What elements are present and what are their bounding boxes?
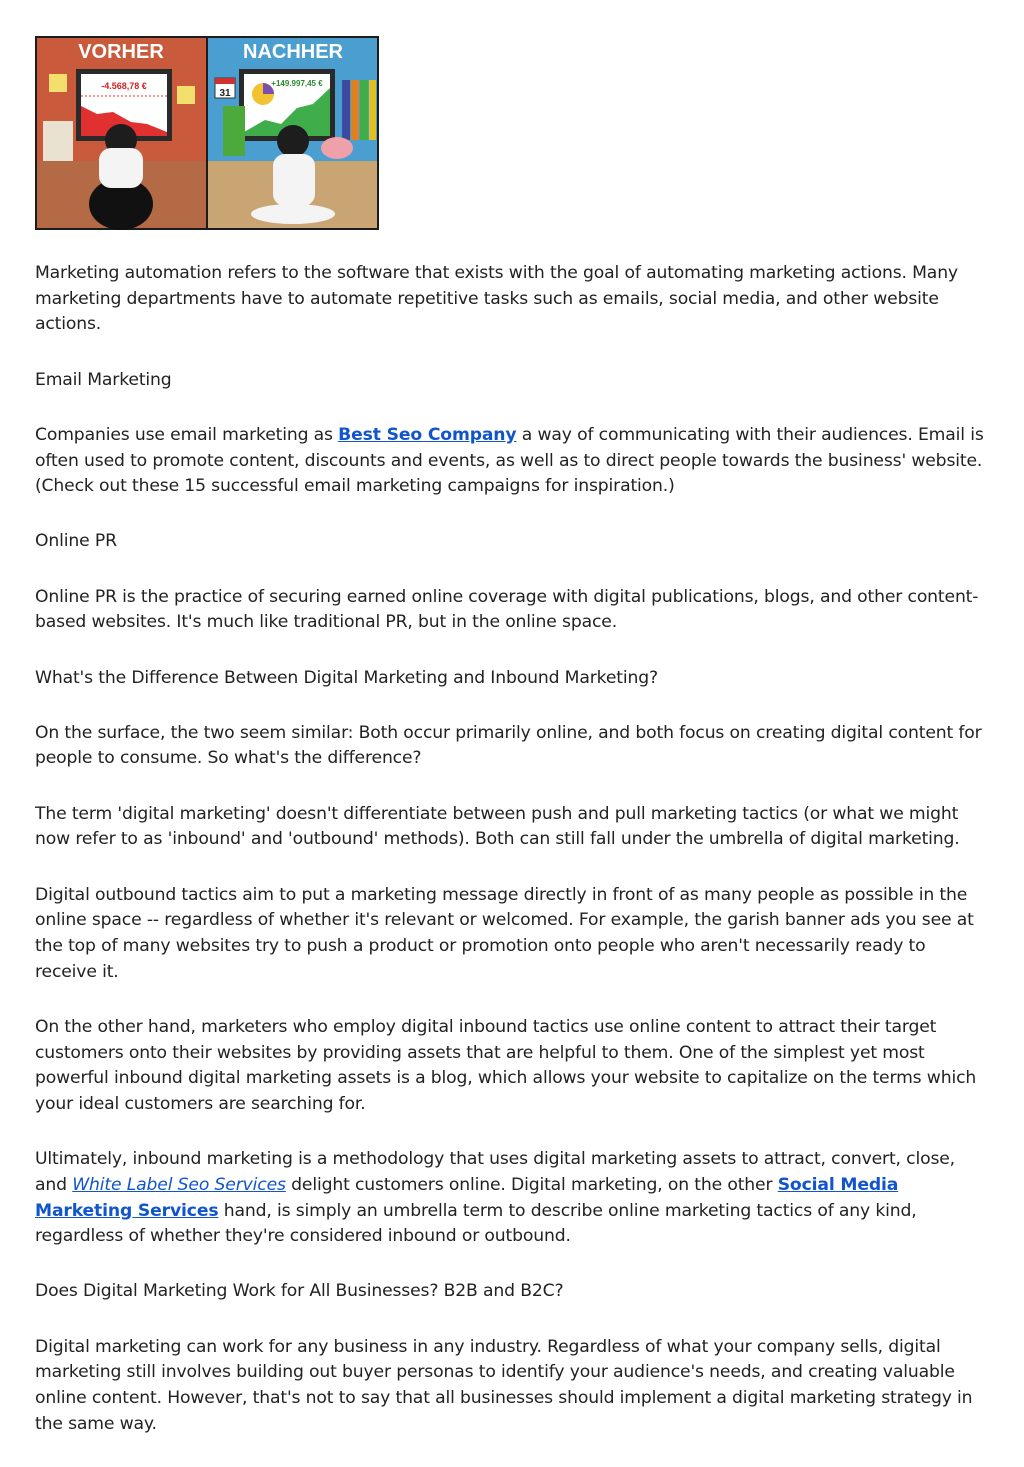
gain-value: +149.997,45 € [271,79,323,88]
white-label-seo-link[interactable]: White Label Seo Services [72,1174,286,1195]
before-banner: VORHER [78,41,164,63]
subheading-b2b-b2c: Does Digital Marketing Work for All Businesses? B2B and B2C? [35,1281,564,1302]
paragraph: Digital marketing can work for any business in any industry. Regardless of what your company sells, digital marketing still involves building out buyer personas to identify your audience's needs, and creating valuable online content. However, that's not to say that all businesses should implement a digital marketing strategy in the same way. [35,1336,973,1434]
best-seo-company-link[interactable]: Best Seo Company [338,424,517,445]
social-media-marketing-link[interactable]: Social Media Marketing Services [35,1174,899,1221]
after-banner: NACHHER [243,41,343,63]
loss-value: -4.568,78 € [101,81,147,91]
subheading-difference: What's the Difference Between Digital Marketing and Inbound Marketing? [35,667,658,688]
paragraph: On the surface, the two seem similar: Both occur primarily online, and both focus on creating digital content for people to consume. So what's the difference? [35,722,982,769]
subheading-online-pr: Online PR [35,531,117,552]
paragraph: Ultimately, inbound marketing is a methodology that uses digital marketing assets to attract, convert, close, and White Label Seo Services delight customers online. Digital marketing, on the other Social Media Marketing Services hand, is simply an umbrella term to describe online marketing tactics of any kind, regardless of whether they're considered inbound or outbound. [35,1149,955,1247]
calendar-day: 31 [219,88,231,99]
paragraph: Companies use email marketing as Best Seo Company a way of communicating with their audiences. Email is often used to promote content, discounts and events, as well as to direct people towards the business' website. (Check out these 15 successful email marketing campaigns for inspiration.) [35,424,984,497]
document-page [35,36,990,1467]
before-after-illustration [35,36,379,230]
paragraph: Digital outbound tactics aim to put a marketing message directly in front of as many people as possible in the online space -- regardless of whether it's relevant or welcomed. For example, the garish banner ads you see at the top of many websites try to push a product or promotion onto people who aren't necessarily ready to receive it. [35,884,974,982]
subheading-email-marketing: Email Marketing [35,369,172,390]
article-body [35,261,990,1438]
paragraph: On the other hand, marketers who employ digital inbound tactics use online content to attract their target customers onto their websites by providing assets that are helpful to them. One of the simplest yet most powerful inbound digital marketing assets is a blog, which allows your website to capitalize on the terms which your ideal customers are searching for. [35,1016,977,1114]
paragraph: Online PR is the practice of securing earned online coverage with digital publications, blogs, and other content-based websites. It's much like traditional PR, but in the online space. [35,586,979,633]
paragraph: Marketing automation refers to the software that exists with the goal of automating marketing actions. Many marketing departments have to automate repetitive tasks such as emails, social media, and other website actions. [35,263,958,335]
paragraph: The term 'digital marketing' doesn't differentiate between push and pull marketing tactics (or what we might now refer to as 'inbound' and 'outbound' methods). Both can still fall under the umbrella of digital marketing. [35,803,960,850]
